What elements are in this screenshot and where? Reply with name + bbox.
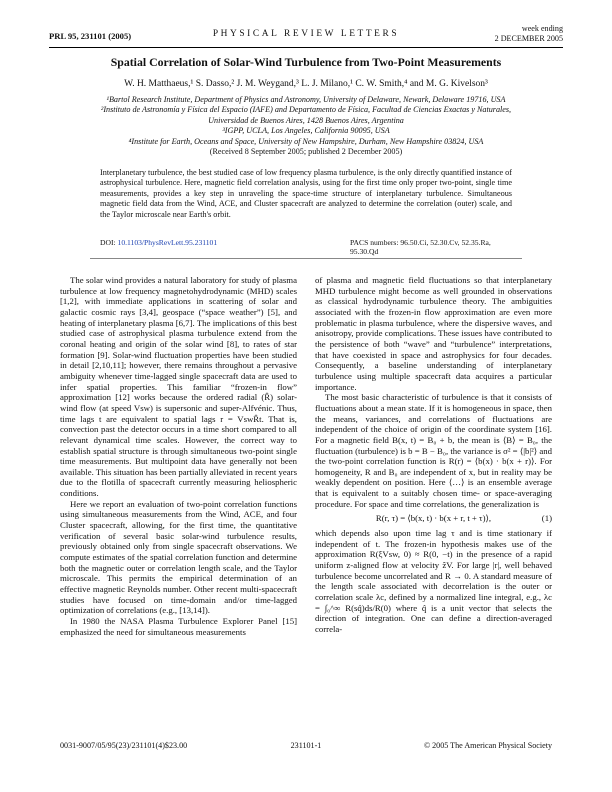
left-column [60,275,297,637]
received-date: (Received 8 September 2005; published 2 December 2005) [209,147,403,157]
paragraph: In 1980 the NASA Plasma Turbulence Explorer Panel [15] emphasized the need for simultaneous measurements [60,616,297,637]
affiliation-2: ²Instituto de Astronomía y Física del Espacio (IAFE) and Departamento de Física, Facultad de Ciencias Exactas y Naturales, [100,105,512,115]
article-metadata [100,238,512,256]
journal-reference: PRL 95, 231101 (2005) [49,31,132,41]
paragraph: of plasma and magnetic field fluctuations so that interplanetary MHD turbulence might become as well grounded in observations as classical hydrodynamic turbulence theory. The ambiguities associated with the frozen-in flow approximation are even more problematic in plasma turbulence, where the dispersive waves, and anisotropy, provide complications. These issues have contributed to the persistence of both “wave” and “turbulence” interpretations, that have coexisted in space and astrophysics for four decades. Consequently, a baseline understanding of interplanetary turbulence using multiple spacecraft data acquires a particular importance. [315,275,552,392]
issue-date [495,24,563,44]
paragraph: The solar wind provides a natural laboratory for study of plasma turbulence at low frequency magnetohydrodynamic (MHD) scales [1,2], with immediate applications in scattering of solar and galactic cosmic rays [3,4], geospace (“space weather”) [5], and heating of interplanetary plasma [6,7]. The implications of this best studied case of astrophysical plasma turbulence extend from the coronal heating and origin of the solar wind [8], to rates of star formation [9]. Solar-wind fluctuation properties have been studied in detail [2,10,11]; however, there remains throughout a pervasive ambiguity whenever time-lagged single spacecraft data are used to infer spatial properties. This familiar “frozen-in flow” approximation [12] works because the ordered radial (R̂) solar-wind flow (at speed Vsw) is supersonic and super-Alfvénic. Thus, time lags t are equivalent to spatial lags r = VswR̂t. That is, convection past the detector occurs in a time short compared to all relevant dynamical time scales. However, the correct way to establish spatial structure is through simultaneous two-point single time measurements. But multipoint data have generally not been available. This situation has been partially alleviated in recent years due to the flotilla of spacecraft currently measuring heliospheric conditions. [60,275,297,499]
equation-1 [315,513,552,524]
journal-name: PHYSICAL REVIEW LETTERS [212,29,400,39]
doi-link[interactable]: 10.1103/PhysRevLett.95.231101 [117,238,218,247]
page-footer [60,741,552,753]
page-number: 231101-1 [290,741,322,750]
affiliation-2-cont: Universidad de Buenos Aires, 1428 Buenos Aires, Argentina [208,115,404,125]
abstract: Interplanetary turbulence, the best studied case of low frequency plasma turbulence, is the only directly quantified instance of astrophysical turbulence. Here, magnetic field correlation analysis, using for the first time only proper two-point, single time measurements, provides a key step in unraveling the space-time structure of interplanetary turbulence. Simultaneous magnetic field data from the Wind, ACE, and Cluster spacecraft are analyzed to determine the correlation (outer) scale, and the Taylor microscale near Earth's orbit. [100,168,512,219]
affiliations [40,95,572,157]
abstract-rule [90,258,522,259]
affiliation-3: ³IGPP, UCLA, Los Angeles, California 90095, USA [222,126,390,136]
issn-price: 0031-9007/05/95(23)/231101(4)$23.00 [60,741,188,750]
header-rule [49,47,563,48]
article-title: Spatial Correlation of Solar-Wind Turbulence from Two-Point Measurements [110,55,502,69]
doi-label: DOI: [100,238,116,247]
right-column [315,275,552,635]
affiliation-4: ⁴Institute for Earth, Oceans and Space, University of New Hampshire, Durham, New Hampshire 03824, USA [128,136,484,146]
pacs-numbers: PACS numbers: 96.50.Ci, 52.30.Cv, 52.35.Ra, 95.30.Qd [350,238,491,256]
doi [100,238,217,247]
affiliation-1: ¹Bartol Research Institute, Department of Physics and Astronomy, University of Delaware, Newark, Delaware 19716, USA [106,95,506,104]
equation-text: R(r, τ) = ⟨b(x, t) · b(x + r, t + τ)⟩, [375,513,492,524]
paragraph: Here we report an evaluation of two-point correlation functions using simultaneous measurements from the Wind, ACE, and four Cluster spacecraft, allowing, for the first time, the quantitative verification of several basic solar-wind turbulence results, previously obtained only from single spacecraft observations. We compute estimates of the spatial correlation function and determine both the magnetic outer or correlation length scale, and the Taylor microscale. This permits the empirical determination of an effective magnetic Reynolds number. Other recent multi-spacecraft studies have focused on time-domain and/or time-lagged optimization of correlations (e.g., [13,14]). [60,498,297,616]
week-ending-date: 2 DECEMBER 2005 [494,34,563,43]
copyright: © 2005 The American Physical Society [423,741,552,750]
author-list: W. H. Matthaeus,¹ S. Dasso,² J. M. Weygand,³ L. J. Milano,¹ C. W. Smith,⁴ and M. G. Kivelson³ [124,79,488,89]
week-ending-label: week ending [521,24,563,33]
paragraph: The most basic characteristic of turbulence is that it consists of fluctuations about a mean state. If it is homogeneous in space, then the means, variances, and correlations of fluctuations are independent of the choice of origin of the coordinate system [16]. For a magnetic field B(x, t) = B₀ + b, the mean is ⟨B⟩ = B₀, the fluctuation (turbulence) is b = B − B₀, the variance is σ² = ⟨|b|²⟩ and the two-point correlation function is R(r) = ⟨b(x) · b(x + r)⟩. For homogeneity, R and B₀ are independent of x, but in reality may be weakly dependent on position. Here ⟨…⟩ is an ensemble average that is equivalent to a suitably chosen time- or space-averaging procedure. For space and time correlations, the generalization is [315,392,552,509]
paragraph: which depends also upon time lag τ and is time stationary if independent of t. The frozen-in hypothesis makes use of the approximation R(ξVsw, 0) ≈ R(0, −t) in the presence of a rapid uniform z-aligned flow at velocity ẑV. For large |r|, well behaved turbulence become uncorrelated and R → 0. A standard measure of the length scale associated with decorrelation is the outer or correlation scale λc, defined by a normalized line integral, e.g., λc = ∫₀^∞ R(sq̂)ds/R(0) where q̂ is a unit vector that selects the direction of integration. One can define a direction-averaged correla- [315,528,552,634]
equation-number: (1) [541,513,552,524]
